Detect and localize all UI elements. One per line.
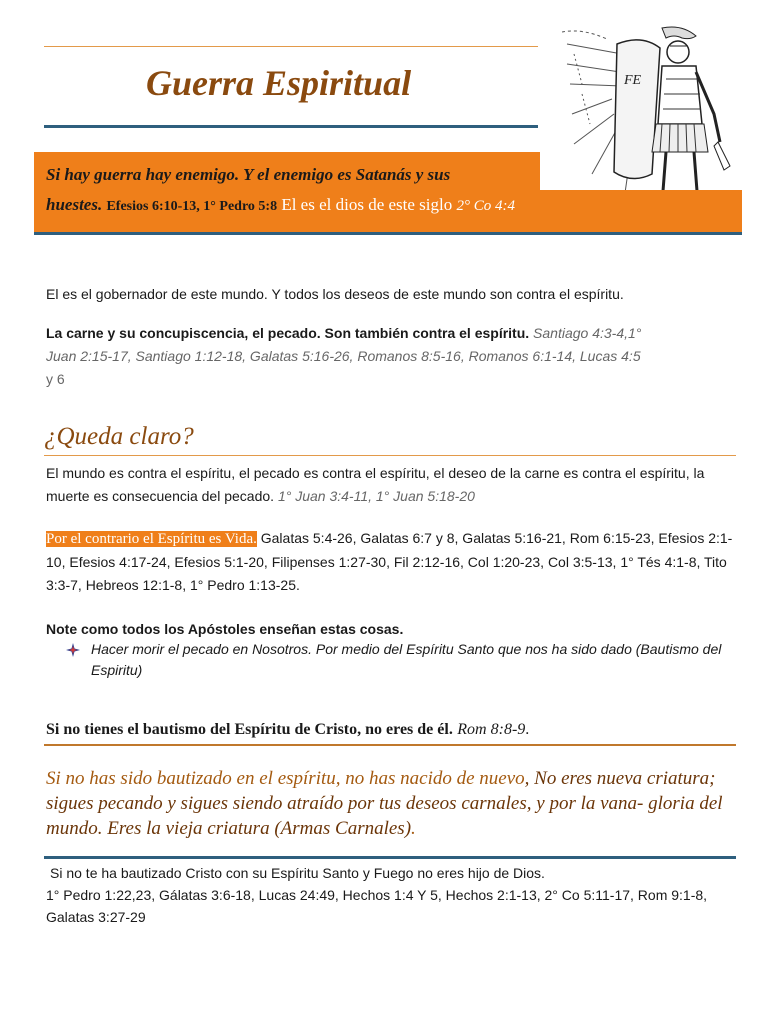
final-rule [44,856,736,859]
page-title: Guerra Espiritual [146,63,412,103]
svg-text:FE: FE [624,73,642,88]
banner-line1: Si hay guerra hay enemigo. Y el enemigo es Satanás y sus [46,165,451,184]
paragraph-6: Si no tienes el bautismo del Espíritu de Cristo, no eres de él. Rom 8:8-9. [46,721,530,738]
title-underline [44,125,538,128]
paragraph-7: Si no te ha bautizado Cristo con su Espíritu Santo y Fuego no eres hijo de Dios. 1° Pedro 1:22,23, Gálatas 3:6-18, Lucas 24:49, Hechos 1:4 Y 5, Hechos 2:1-13, 2° Co 5:11-17, Rom 9:1-8, Galatas 3:27-29 [46,865,708,925]
paragraph-4: Por el contrario el Espíritu es Vida. Galatas 5:4-26, Galatas 6:7 y 8, Galatas 5:16-21, Rom 6:15-23, Efesios 2:1-10, Efesios 4:17-24, Efesios 5:1-20, Filipenses 1:27-30, Fil 2:12-16, Col 1:20-23, Col 3:5-13, 1° Tés 4:1-8, Tito 3:3-7, Hebreos 12:1-8, 1° Pedro 1:13-25. [46,530,733,593]
paragraph-1: El es el gobernador de este mundo. Y todos los deseos de este mundo son contra el espíritu. [46,286,624,302]
paragraph-3: El mundo es contra el espíritu, el pecado es contra el espíritu, el deseo de la carne es contra el espíritu, la muerte es consecuencia del pecado. 1° Juan 3:4-11, 1° Juan 5:18-20 [46,465,705,504]
star-bullet-icon [66,643,80,657]
banner-text [46,160,736,222]
section-rule [44,455,736,456]
shield-icon [614,40,660,179]
paragraph-2: La carne y su concupiscencia, el pecado. Son también contra el espíritu. Santiago 4:3-4,1° Juan 2:15-17, Santiago 1:12-18, Galatas 5:16-26, Romanos 8:5-16, Romanos 6:1-14, Lucas 4:5 y 6 [46,325,642,387]
banner-line2: huestes. Efesios 6:10-13, 1° Pedro 5:8 El es el dios de este siglo 2° Co 4:4 [46,195,515,214]
paragraph-6-rule [44,744,736,746]
top-thin-rule [44,46,538,47]
quote-block: Si no has sido bautizado en el espíritu, no has nacido de nuevo, No eres nueva criatura; sigues pecando y sigues siendo atraído por tus deseos carnales, y por la vana- gloria del mundo. Eres la vieja criatura (Armas Carnales). [46,768,723,839]
section-heading: ¿Queda claro? [44,423,194,450]
highlighted-text: Por el contrario el Espíritu es Vida. [46,531,257,547]
banner-rule [34,232,742,235]
paragraph-5: Note como todos los Apóstoles enseñan estas cosas. [46,621,404,637]
bullet-text: Hacer morir el pecado en Nosotros. Por medio del Espíritu Santo que nos ha sido dado (Bautismo del Espiritu) [91,641,722,678]
